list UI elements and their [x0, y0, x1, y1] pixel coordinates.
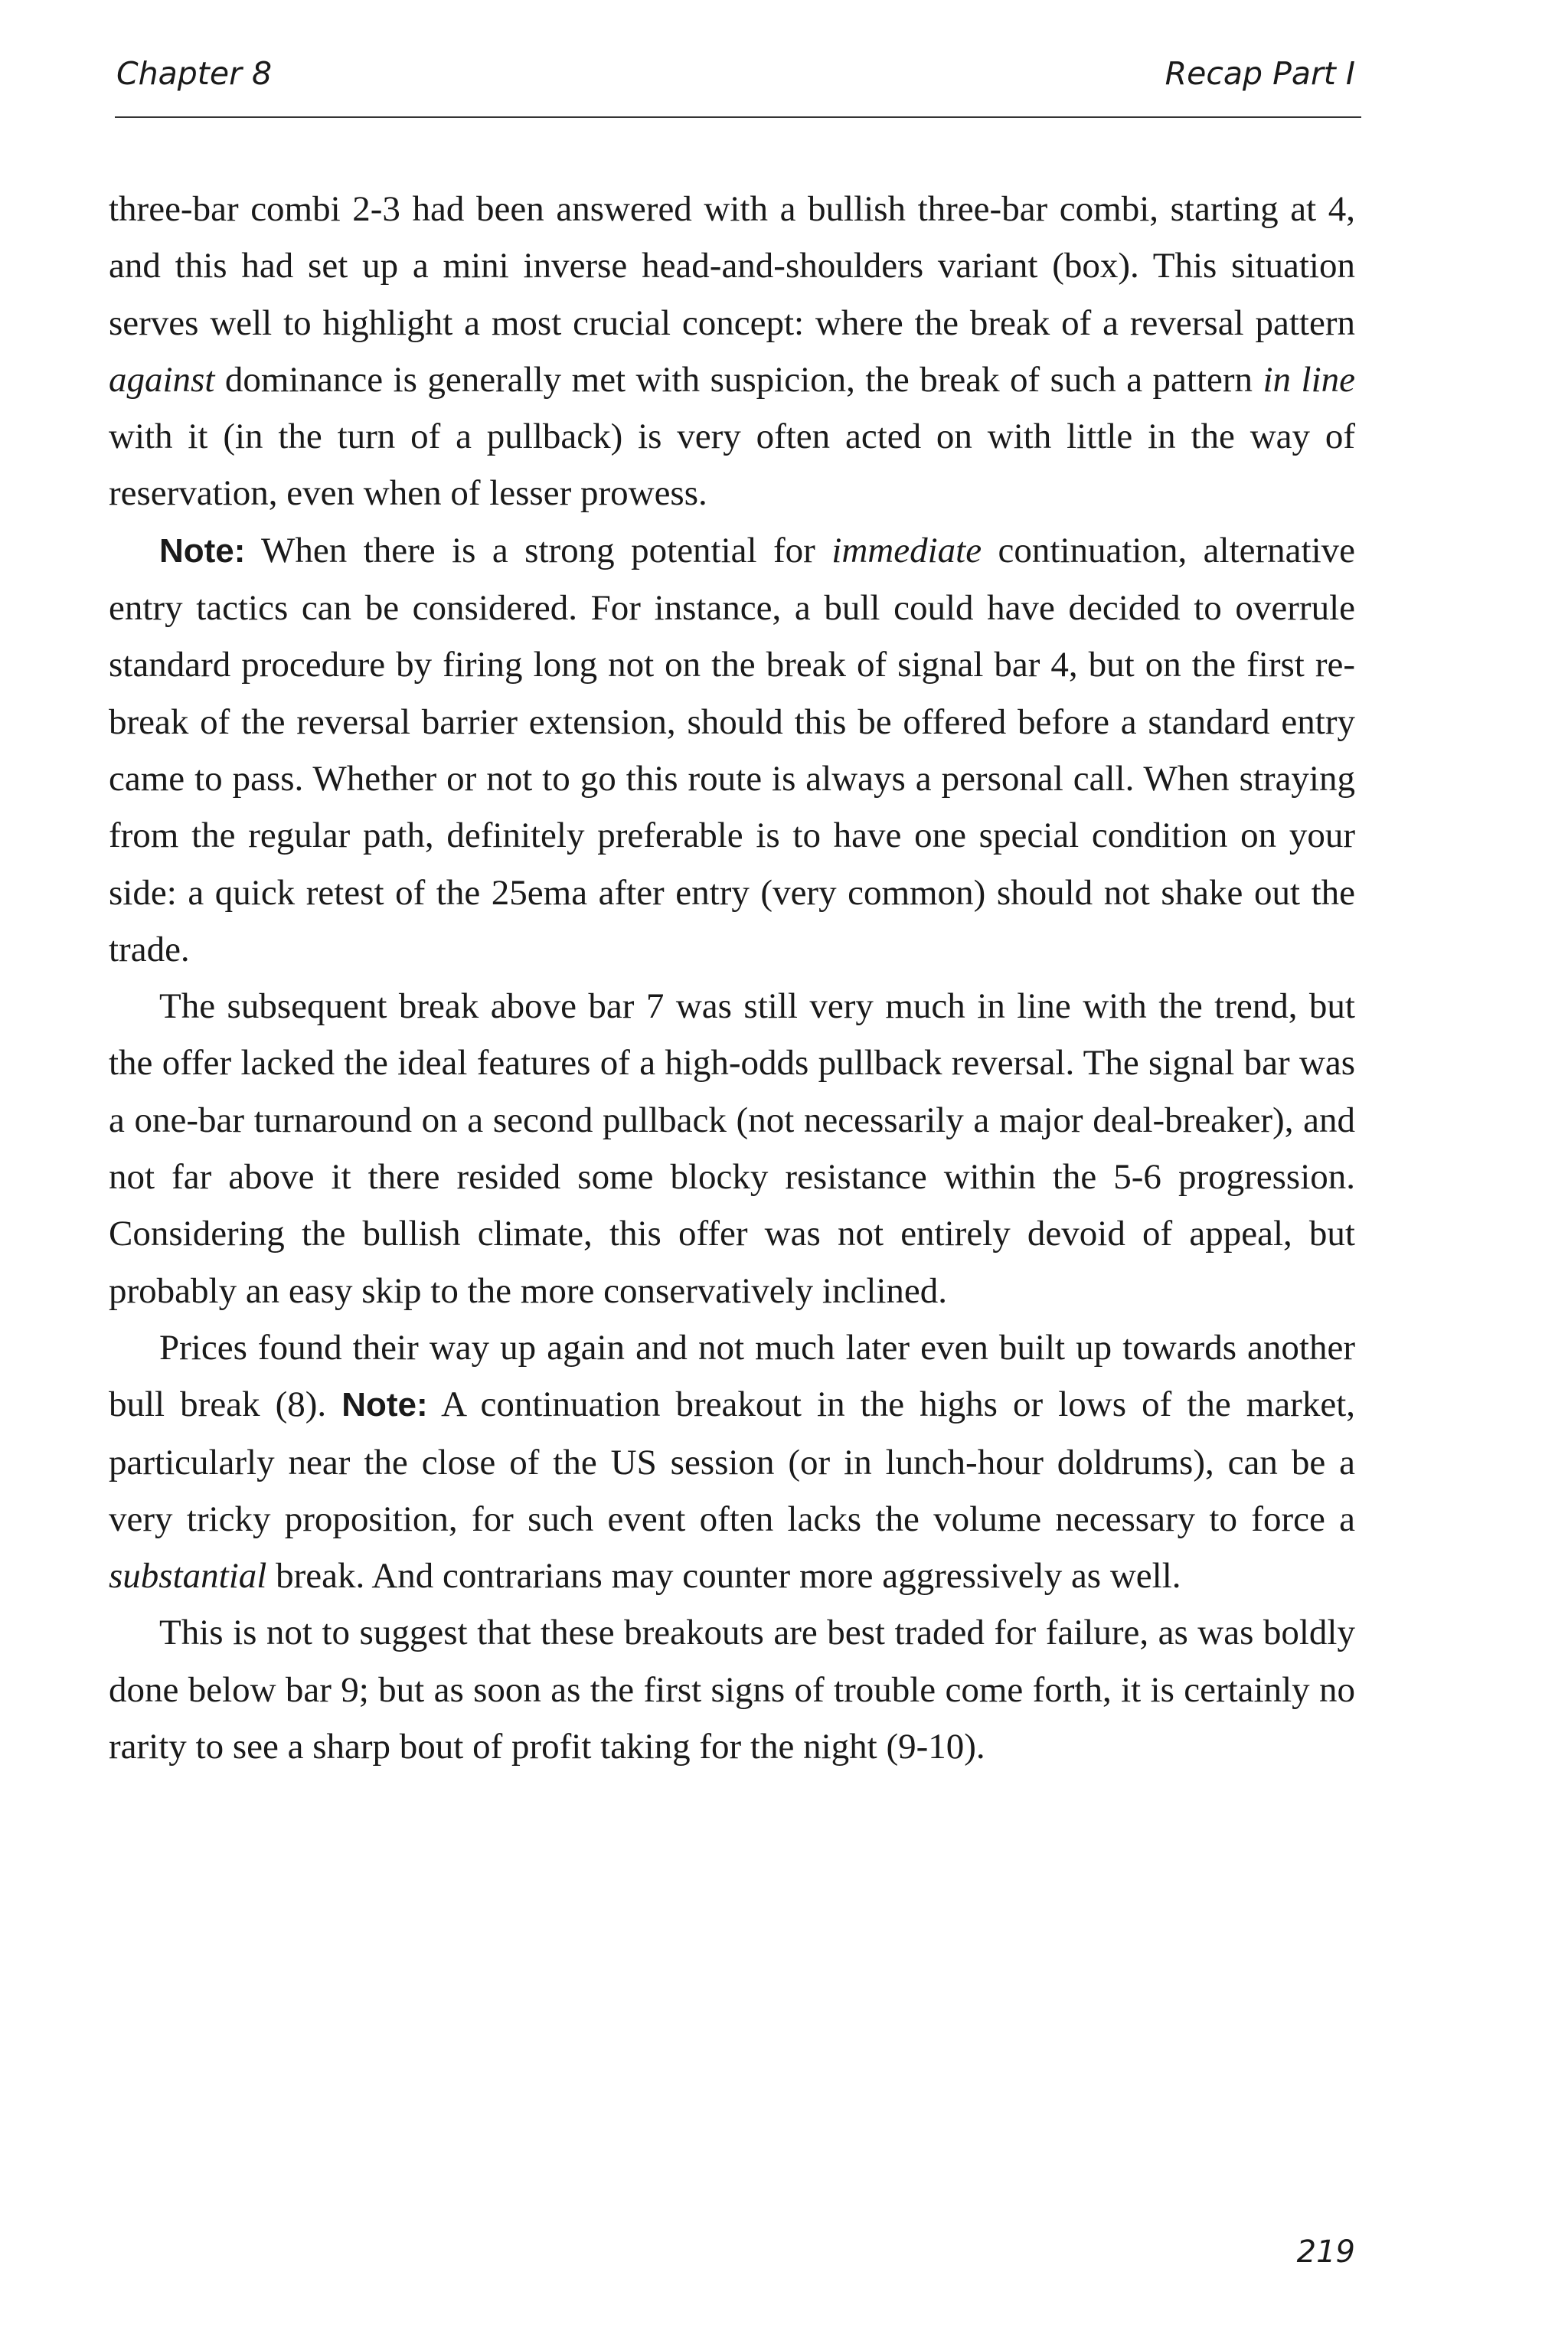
text-run: dominance is generally met with suspicion, the break of such a pattern: [214, 359, 1263, 400]
emphasis-text: against: [109, 359, 215, 400]
paragraph: [109, 1319, 1355, 1604]
text-run: This is not to suggest that these breakouts are best traded for failure, as was boldly done below bar 9; but as soon as the first signs of trouble come forth, it is certainly no rarity to see a sharp bout of profit taking for the night (9-10).: [109, 1613, 1355, 1767]
text-run: break. And contrarians may counter more aggressively as well.: [266, 1556, 1181, 1597]
text-run: three-bar combi 2-3 had been answered with a bullish three-bar combi, starting at 4, and this had set up a mini inverse head-and-shoulders variant (box). This situation serves well to highlight a most crucial concept: where the break of a reversal pattern: [109, 189, 1355, 343]
section-label: Recap Part I: [1165, 55, 1355, 92]
emphasis-text: substantial: [109, 1556, 267, 1597]
paragraph: [109, 978, 1355, 1319]
emphasis-text: immediate: [831, 530, 982, 570]
text-run: A continuation breakout in the highs or lows of the market, particularly near the close of the US session (or in lunch-hour doldrums), can be a very tricky proposition, for such event often lacks the volume necessary to force a: [109, 1384, 1356, 1539]
emphasis-text: in line: [1263, 359, 1355, 400]
paragraph: [109, 522, 1355, 978]
note-label: Note:: [159, 531, 246, 570]
text-run: The subsequent break above bar 7 was still very much in line with the trend, but the offer lacked the ideal features of a high-odds pullback reversal. The signal bar was a one-bar turnaround on a second pullback (not necessarily a major deal-breaker), and not far above it there resided some blocky resistance within the 5-6 progression. Considering the bullish climate, this offer was not entirely devoid of appeal, but probably an easy skip to the more conservatively inclined.: [109, 986, 1355, 1311]
note-label: Note:: [341, 1386, 428, 1424]
paragraph: [109, 181, 1355, 522]
text-run: continuation, alternative entry tactics can be considered. For instance, a bull could have decided to overrule standard procedure by firing long not on the break of signal bar 4, but on the first re-break of the reversal barrier extension, should this be offered before a standard entry came to pass. Whether or not to go this route is always a personal call. When straying from the regular path, definitely preferable is to have one special condition on your side: a quick retest of the 25ema after entry (very common) should not shake out the trade.: [109, 530, 1356, 969]
paragraph: [109, 1604, 1355, 1775]
text-run: When there is a strong potential for: [245, 530, 832, 570]
chapter-label: Chapter 8: [116, 55, 273, 92]
running-header: [115, 52, 1361, 118]
body-text: [109, 181, 1355, 1775]
page-number: 219: [1296, 2234, 1355, 2270]
text-run: Prices found their way up again and not much later even built up towards another bull break (8).: [109, 1327, 1355, 1425]
text-run: with it (in the turn of a pullback) is very often acted on with little in the way of reservation, even when of lesser prowess.: [109, 417, 1355, 514]
